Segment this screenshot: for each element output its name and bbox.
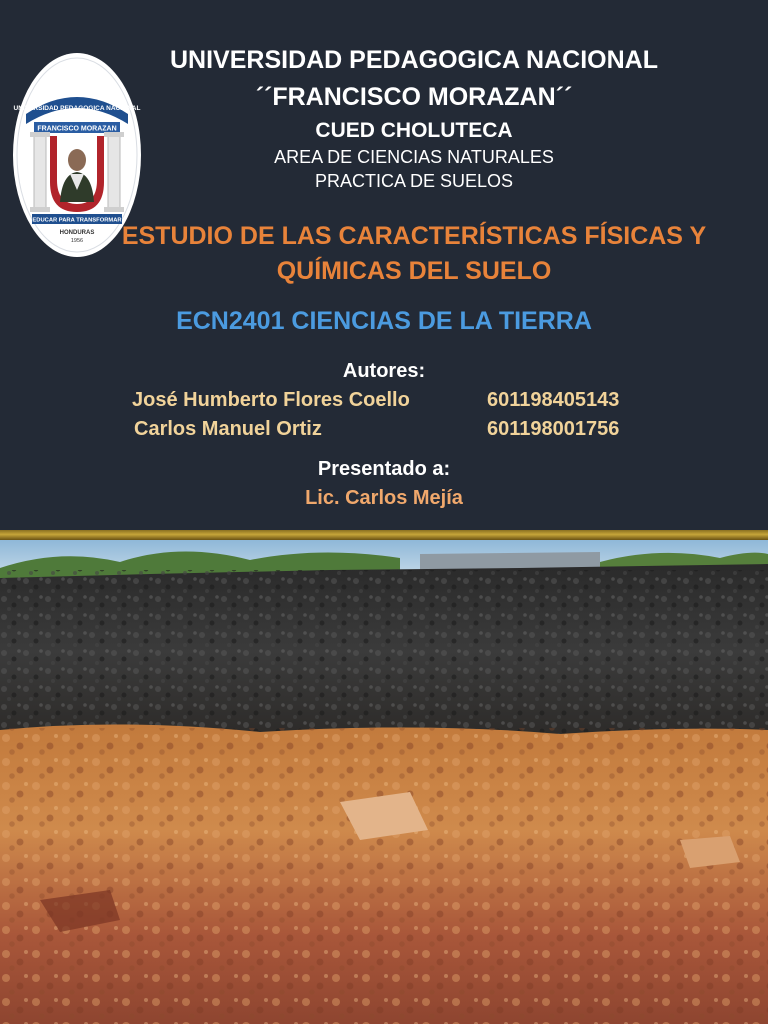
study-title-line2: QUÍMICAS DEL SUELO <box>276 257 552 285</box>
author-id-1: 601198405143 <box>487 389 620 411</box>
author-name-1: José Humberto Flores Coello <box>132 389 410 411</box>
presenter-name: Lic. Carlos Mejía <box>305 487 463 509</box>
logo-motto: EDUCAR PARA TRANSFORMAR <box>32 217 122 224</box>
logo-year: 1956 <box>70 238 84 244</box>
logo-name: FRANCISCO MORAZAN <box>37 125 117 133</box>
logo-arc-text: UNIVERSIDAD PEDAGOGICA NACIONAL <box>13 105 141 112</box>
study-title-line1: ESTUDIO DE LAS CARACTERÍSTICAS FÍSICAS Y <box>121 222 707 250</box>
practice-name: PRACTICA DE SUELOS <box>314 171 514 191</box>
gold-divider <box>0 530 768 540</box>
author-name-2: Carlos Manuel Ortiz <box>134 418 322 440</box>
university-name: ´´FRANCISCO MORAZAN´´ <box>255 83 573 111</box>
author-id-2: 601198001756 <box>487 418 620 440</box>
authors-label: Autores: <box>342 360 426 382</box>
presented-label: Presentado a: <box>317 458 451 480</box>
campus-name: CUED CHOLUTECA <box>315 119 513 142</box>
logo-country: HONDURAS <box>59 230 95 236</box>
university-title: UNIVERSIDAD PEDAGOGICA NACIONAL <box>170 46 658 74</box>
department-name: AREA DE CIENCIAS NATURALES <box>274 147 554 167</box>
soil-profile-photo <box>0 540 768 1024</box>
course-title: ECN2401 CIENCIAS DE LA TIERRA <box>176 307 592 335</box>
